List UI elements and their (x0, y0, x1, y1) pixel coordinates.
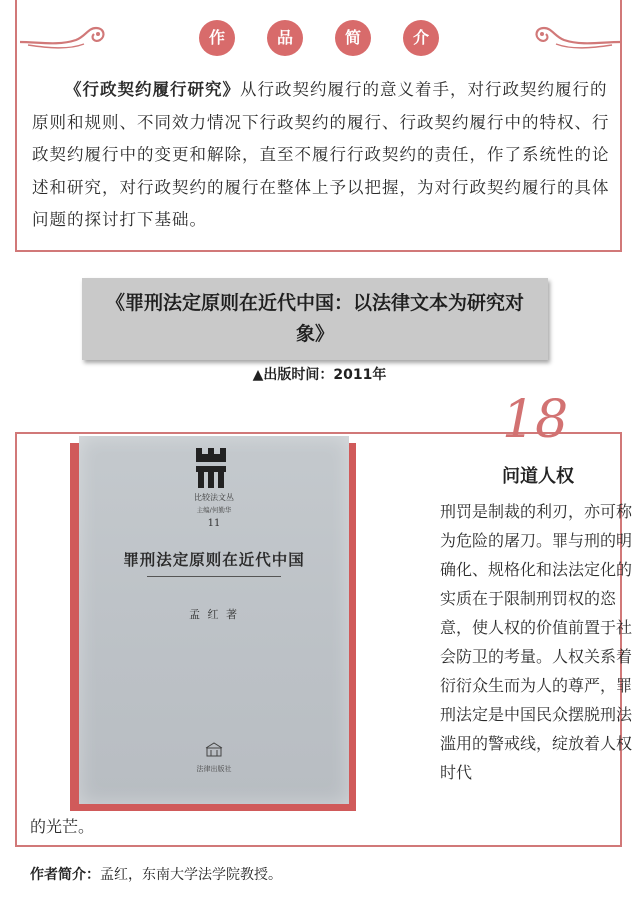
pill-char: 简 (335, 20, 371, 56)
series-logo-icon (194, 446, 228, 490)
cover-divider (147, 576, 281, 577)
side-heading: 问道人权 (502, 466, 574, 487)
cover-author: 孟 红 著 (189, 608, 239, 621)
side-paragraph: 刑罚是制裁的利刃，亦可称为危险的屠刀。罪与刑的明确化、规格化和法法定化的实质在于限制刑罚权的恣意，使人权的价值前置于社会防卫的考量。人权关系着衍衍众生而为人的尊严，罪刑法定是中国民众摆脱刑法滥用的警戒线，绽放着人权时代 (440, 502, 633, 782)
cover-series: 比较法文丛 (194, 493, 234, 502)
pill-char: 介 (403, 20, 439, 56)
intro-book-title: 《行政契约履行研究》 (65, 80, 240, 99)
cover-title: 罪刑法定原则在近代中国 (123, 550, 305, 569)
author-intro-label: 作者简介： (30, 867, 100, 883)
intro-description: 从行政契约履行的意义着手，对行政契约履行的原则和规则、不同效力情况下行政契约的履行、行政契约履行中的特权、行政契约履行中的变更和解除，直至不履行行政契约的责任，作了系统性的论述和研究，对行政契约的履行在整体上予以把握，为对行政契约履行的具体问题的探讨打下基础。 (32, 80, 610, 229)
pill-char: 品 (267, 20, 303, 56)
cover-volume: 11 (207, 518, 221, 529)
swirl-ornament-left-icon (18, 22, 110, 52)
author-intro (30, 864, 282, 884)
cover-editor: 主编/何勤华 (196, 506, 232, 514)
section-title-pills (199, 20, 439, 56)
author-intro-value: 孟红，东南大学法学院教授。 (100, 867, 282, 883)
cover-publisher: 法律出版社 (196, 765, 232, 773)
intro-paragraph (32, 74, 610, 237)
book-cover-image (79, 436, 349, 804)
book-number: 18 (502, 390, 569, 450)
pill-char: 作 (199, 20, 235, 56)
book-title-banner: 《罪刑法定原则在近代中国：以法律文本为研究对象》 (82, 278, 548, 360)
swirl-ornament-right-icon (530, 22, 622, 52)
publisher-logo-icon (205, 742, 223, 758)
publication-date: ▲出版时间：2011年 (252, 367, 387, 383)
side-paragraph-tail: 的光芒。 (30, 817, 95, 836)
